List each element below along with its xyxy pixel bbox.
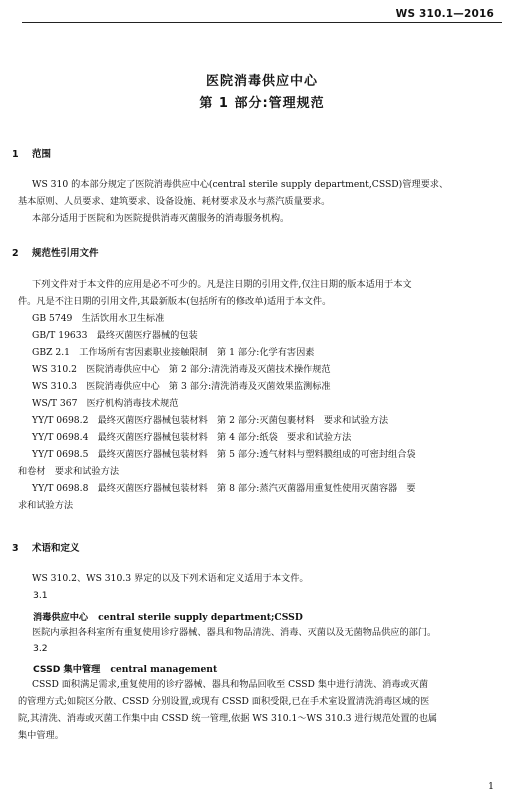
section-number: 2 — [12, 248, 19, 259]
standard-code: WS 310.1—2016 — [395, 8, 494, 20]
section-title: 范围 — [32, 149, 52, 160]
term-definition-line: CSSD 面积满足需求,重复使用的诊疗器械、器具和物品回收至 CSSD 集中进行清洗、消毒或灭菌 — [32, 679, 429, 690]
term-definition-line: 院,其清洗、消毒或灭菌工作集中由 CSSD 统一管理,依据 WS 310.1～WS 310.3 进行规范处置的也属 — [18, 713, 438, 724]
terms-intro: WS 310.2、WS 310.3 界定的以及下列术语和定义适用于本文件。 — [32, 573, 309, 584]
section-title: 规范性引用文件 — [32, 248, 99, 259]
term-heading — [33, 609, 303, 623]
section-number: 1 — [12, 149, 19, 160]
scope-paragraph-line: WS 310 的本部分规定了医院消毒供应中心(central sterile supply department,CSSD)管理要求、 — [32, 179, 449, 190]
section-2-heading — [12, 245, 99, 259]
term-english: central management — [110, 664, 218, 675]
section-number: 3 — [12, 543, 19, 554]
reference-item: YY/T 0698.8 最终灭菌医疗器械包装材料 第 8 部分:蒸汽灭菌器用重复性使用灭菌容器 要 — [32, 483, 416, 494]
scope-applicability: 本部分适用于医院和为医院提供消毒灭菌服务的消毒服务机构。 — [32, 213, 290, 224]
reference-item: GBZ 2.1 工作场所有害因素职业接触限制 第 1 部分:化学有害因素 — [32, 347, 315, 358]
term-chinese: CSSD 集中管理 — [33, 664, 101, 675]
reference-item-continuation: 和卷材 要求和试验方法 — [18, 466, 120, 477]
reference-item: WS/T 367 医疗机构消毒技术规范 — [32, 398, 179, 409]
reference-item: YY/T 0698.4 最终灭菌医疗器械包装材料 第 4 部分:纸袋 要求和试验方法 — [32, 432, 352, 443]
reference-item: GB 5749 生活饮用水卫生标准 — [32, 313, 165, 324]
page-number: 1 — [487, 781, 494, 792]
reference-item: YY/T 0698.5 最终灭菌医疗器械包装材料 第 5 部分:透气材料与塑料膜组成的可密封组合袋 — [32, 449, 416, 460]
term-number: 3.1 — [33, 590, 48, 601]
reference-item: WS 310.2 医院消毒供应中心 第 2 部分:清洗消毒及灭菌技术操作规范 — [32, 364, 331, 375]
section-1-heading — [12, 146, 51, 160]
term-definition-line: 集中管理。 — [18, 730, 64, 741]
header-rule — [22, 22, 502, 23]
term-chinese: 消毒供应中心 — [33, 612, 89, 623]
term-english: central sterile supply department;CSSD — [98, 612, 303, 623]
references-intro-line: 件。凡是不注日期的引用文件,其最新版本(包括所有的修改单)适用于本文件。 — [18, 296, 332, 307]
references-intro-line: 下列文件对于本文件的应用是必不可少的。凡是注日期的引用文件,仅注日期的版本适用于本文 — [32, 279, 412, 290]
term-heading — [33, 661, 217, 675]
term-definition: 医院内承担各科室所有重复使用诊疗器械、器具和物品清洗、消毒、灭菌以及无菌物品供应的部门。 — [32, 627, 437, 638]
scope-paragraph-line: 基本原则、人员要求、建筑要求、设备设施、耗材要求及水与蒸汽质量要求。 — [18, 196, 331, 207]
reference-item: WS 310.3 医院消毒供应中心 第 3 部分:清洗消毒及灭菌效果监测标准 — [32, 381, 331, 392]
section-title: 术语和定义 — [32, 543, 80, 554]
document-title: 医院消毒供应中心 — [205, 74, 318, 89]
reference-item: YY/T 0698.2 最终灭菌医疗器械包装材料 第 2 部分:灭菌包裹材料 要求和试验方法 — [32, 415, 389, 426]
document-subtitle: 第 1 部分:管理规范 — [199, 96, 325, 111]
section-3-heading — [12, 540, 80, 554]
reference-item: GB/T 19633 最终灭菌医疗器械的包装 — [32, 330, 198, 341]
term-definition-line: 的管理方式;如院区分散、CSSD 分别设置,或现有 CSSD 面积受限,已在手术室设置清洗消毒区域的医 — [18, 696, 430, 707]
reference-item-continuation: 求和试验方法 — [18, 500, 74, 511]
term-number: 3.2 — [33, 643, 48, 654]
